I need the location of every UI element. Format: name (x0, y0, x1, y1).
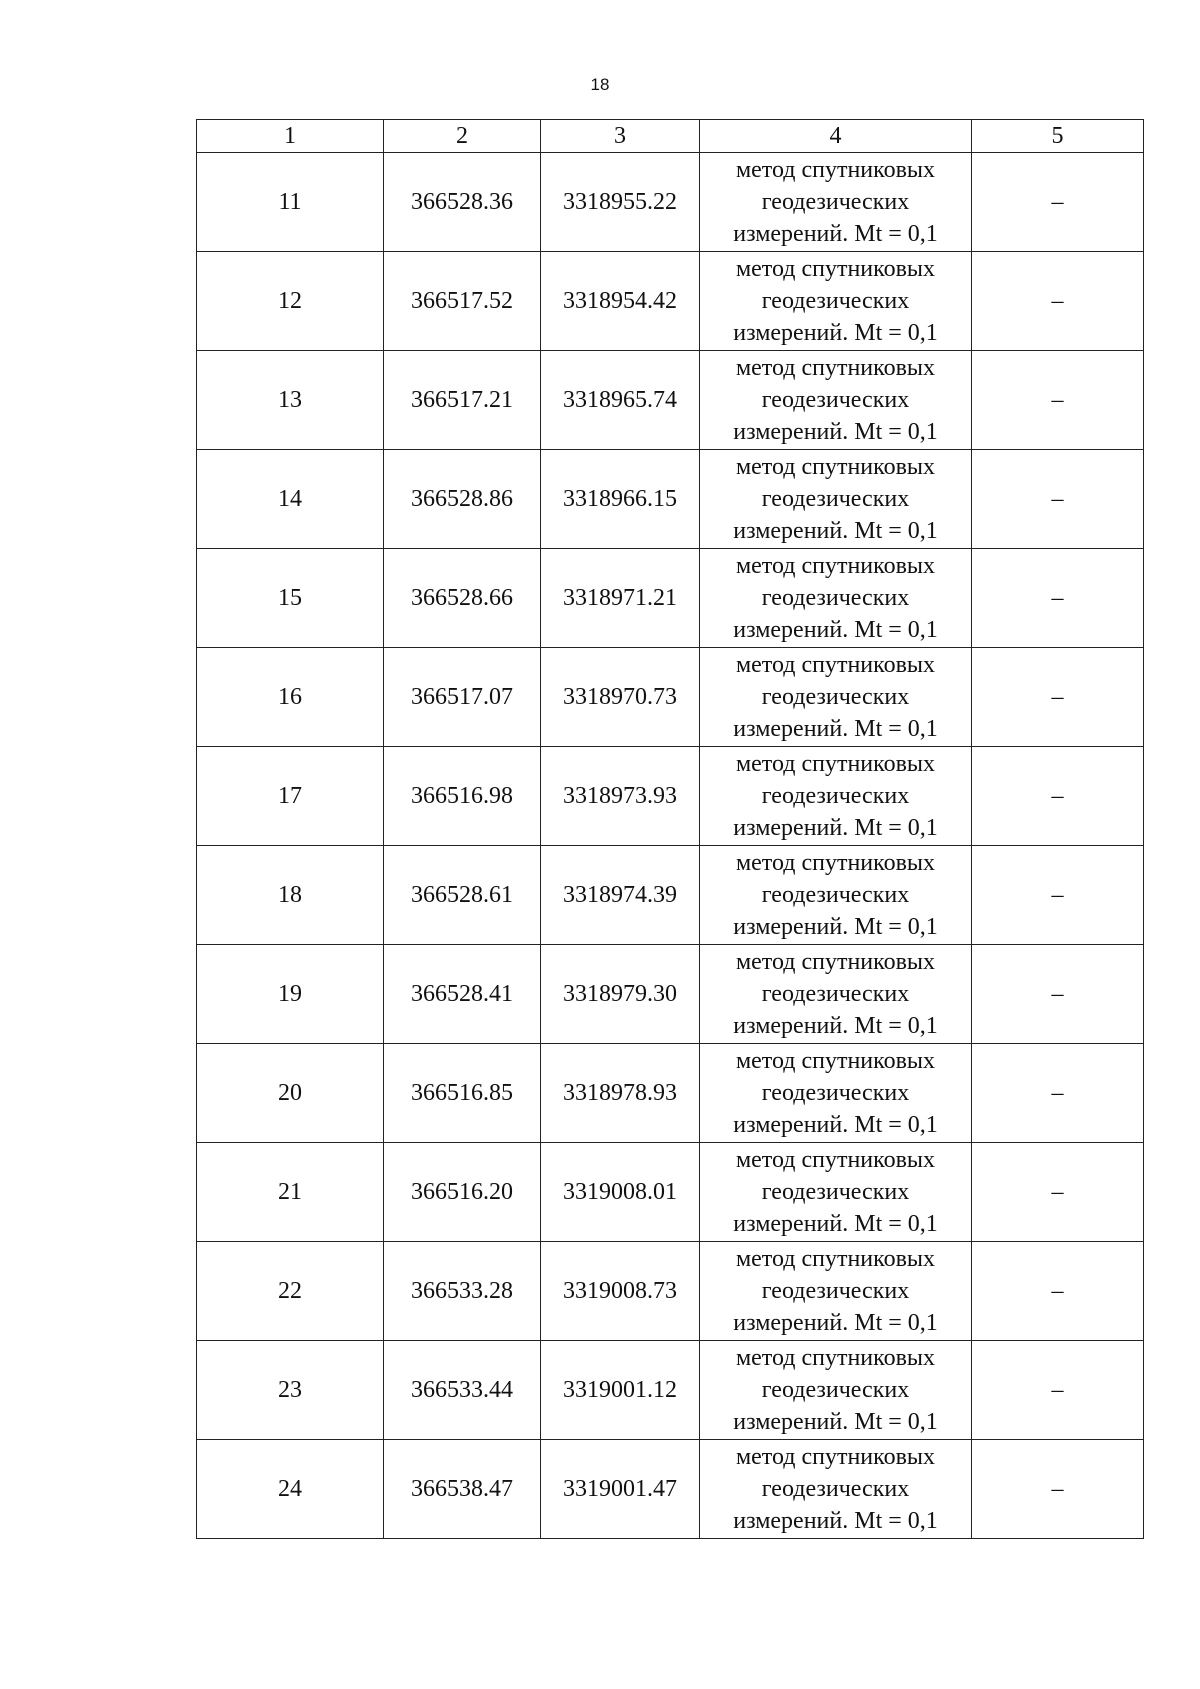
x-coordinate-cell: 366528.86 (384, 450, 541, 549)
method-cell: метод спутниковых геодезических измерений. Mt = 0,1 (700, 846, 972, 945)
coordinates-table (196, 119, 1144, 1539)
table-row (197, 747, 1144, 846)
table-row (197, 450, 1144, 549)
note-cell: – (972, 1341, 1144, 1440)
table-row (197, 153, 1144, 252)
y-coordinate-cell: 3318965.74 (541, 351, 700, 450)
x-coordinate-cell: 366533.44 (384, 1341, 541, 1440)
x-coordinate-cell: 366517.07 (384, 648, 541, 747)
note-cell: – (972, 846, 1144, 945)
point-number-cell: 11 (197, 153, 384, 252)
method-cell: метод спутниковых геодезических измерений. Mt = 0,1 (700, 1044, 972, 1143)
x-coordinate-cell: 366528.66 (384, 549, 541, 648)
y-coordinate-cell: 3319001.12 (541, 1341, 700, 1440)
note-cell: – (972, 1143, 1144, 1242)
method-cell: метод спутниковых геодезических измерений. Mt = 0,1 (700, 351, 972, 450)
y-coordinate-cell: 3318979.30 (541, 945, 700, 1044)
note-cell: – (972, 252, 1144, 351)
note-cell: – (972, 945, 1144, 1044)
method-cell: метод спутниковых геодезических измерений. Mt = 0,1 (700, 1341, 972, 1440)
y-coordinate-cell: 3319008.73 (541, 1242, 700, 1341)
note-cell: – (972, 1440, 1144, 1539)
method-cell: метод спутниковых геодезических измерений. Mt = 0,1 (700, 252, 972, 351)
note-cell: – (972, 1242, 1144, 1341)
point-number-cell: 22 (197, 1242, 384, 1341)
x-coordinate-cell: 366516.85 (384, 1044, 541, 1143)
method-cell: метод спутниковых геодезических измерений. Mt = 0,1 (700, 945, 972, 1044)
point-number-cell: 20 (197, 1044, 384, 1143)
column-header-2: 2 (384, 120, 541, 153)
x-coordinate-cell: 366528.36 (384, 153, 541, 252)
y-coordinate-cell: 3318955.22 (541, 153, 700, 252)
note-cell: – (972, 747, 1144, 846)
method-cell: метод спутниковых геодезических измерений. Mt = 0,1 (700, 648, 972, 747)
table-row (197, 945, 1144, 1044)
table-row (197, 1242, 1144, 1341)
point-number-cell: 23 (197, 1341, 384, 1440)
page-number: 18 (590, 75, 610, 94)
note-cell: – (972, 549, 1144, 648)
point-number-cell: 12 (197, 252, 384, 351)
column-header-4: 4 (700, 120, 972, 153)
point-number-cell: 21 (197, 1143, 384, 1242)
method-cell: метод спутниковых геодезических измерений. Mt = 0,1 (700, 747, 972, 846)
x-coordinate-cell: 366533.28 (384, 1242, 541, 1341)
note-cell: – (972, 351, 1144, 450)
table-row (197, 846, 1144, 945)
table-body (197, 153, 1144, 1539)
note-cell: – (972, 1044, 1144, 1143)
column-header-3: 3 (541, 120, 700, 153)
y-coordinate-cell: 3318954.42 (541, 252, 700, 351)
note-cell: – (972, 648, 1144, 747)
table-row (197, 1044, 1144, 1143)
point-number-cell: 13 (197, 351, 384, 450)
table-row (197, 648, 1144, 747)
column-header-5: 5 (972, 120, 1144, 153)
y-coordinate-cell: 3318970.73 (541, 648, 700, 747)
y-coordinate-cell: 3318978.93 (541, 1044, 700, 1143)
method-cell: метод спутниковых геодезических измерений. Mt = 0,1 (700, 1143, 972, 1242)
x-coordinate-cell: 366517.52 (384, 252, 541, 351)
y-coordinate-cell: 3318966.15 (541, 450, 700, 549)
table-row (197, 1143, 1144, 1242)
point-number-cell: 24 (197, 1440, 384, 1539)
y-coordinate-cell: 3318971.21 (541, 549, 700, 648)
x-coordinate-cell: 366528.41 (384, 945, 541, 1044)
table-row (197, 1341, 1144, 1440)
y-coordinate-cell: 3319001.47 (541, 1440, 700, 1539)
method-cell: метод спутниковых геодезических измерений. Mt = 0,1 (700, 450, 972, 549)
method-cell: метод спутниковых геодезических измерений. Mt = 0,1 (700, 1242, 972, 1341)
note-cell: – (972, 450, 1144, 549)
y-coordinate-cell: 3318973.93 (541, 747, 700, 846)
method-cell: метод спутниковых геодезических измерений. Mt = 0,1 (700, 1440, 972, 1539)
point-number-cell: 14 (197, 450, 384, 549)
table-row (197, 549, 1144, 648)
x-coordinate-cell: 366516.20 (384, 1143, 541, 1242)
y-coordinate-cell: 3318974.39 (541, 846, 700, 945)
table-row (197, 252, 1144, 351)
column-header-1: 1 (197, 120, 384, 153)
point-number-cell: 19 (197, 945, 384, 1044)
note-cell: – (972, 153, 1144, 252)
table-row (197, 351, 1144, 450)
point-number-cell: 15 (197, 549, 384, 648)
point-number-cell: 18 (197, 846, 384, 945)
x-coordinate-cell: 366538.47 (384, 1440, 541, 1539)
point-number-cell: 16 (197, 648, 384, 747)
point-number-cell: 17 (197, 747, 384, 846)
table-row (197, 1440, 1144, 1539)
y-coordinate-cell: 3319008.01 (541, 1143, 700, 1242)
x-coordinate-cell: 366517.21 (384, 351, 541, 450)
method-cell: метод спутниковых геодезических измерений. Mt = 0,1 (700, 549, 972, 648)
x-coordinate-cell: 366516.98 (384, 747, 541, 846)
table-header-row (197, 120, 1144, 153)
x-coordinate-cell: 366528.61 (384, 846, 541, 945)
method-cell: метод спутниковых геодезических измерений. Mt = 0,1 (700, 153, 972, 252)
